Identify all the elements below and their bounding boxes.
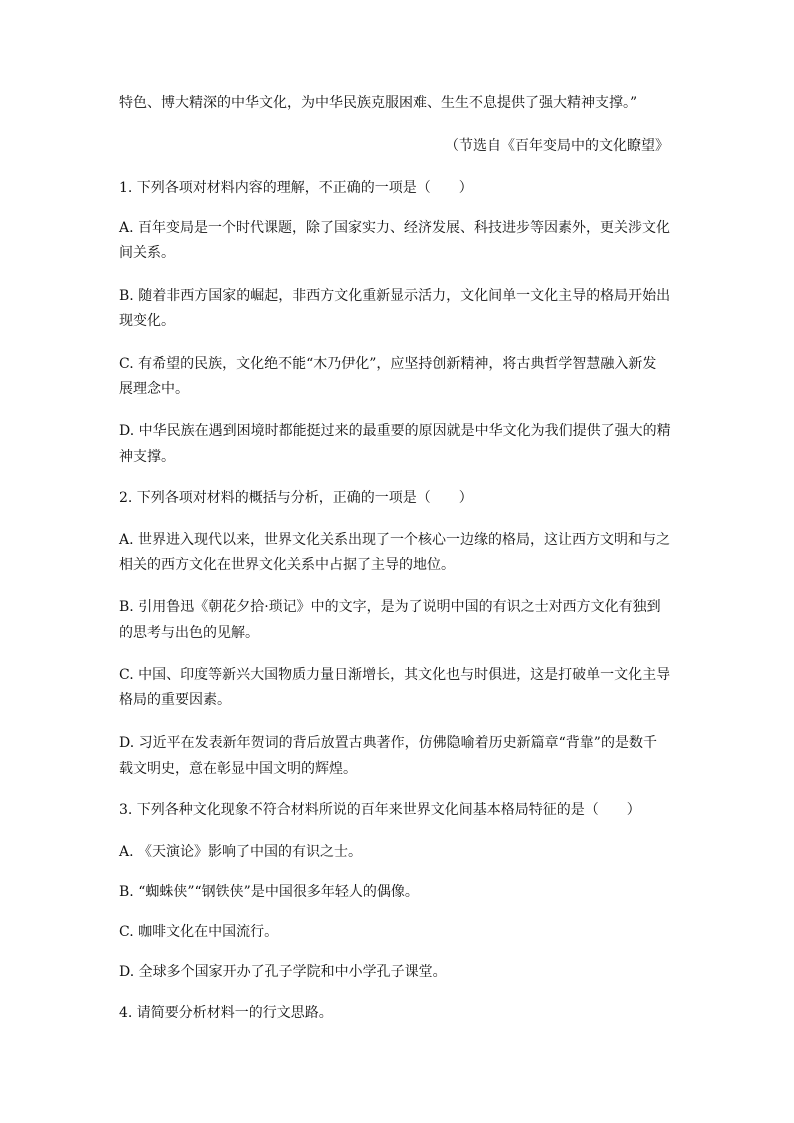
question-2-option-c-line-1: C. 中国、印度等新兴大国物质力量日渐增长，其文化也与时俱进，这是打破单一文化主导 (119, 667, 671, 683)
question-1-stem: 1. 下列各项对材料内容的理解，不正确的一项是（ ） (119, 180, 473, 196)
question-1-option-d-line-1: D. 中华民族在遇到困境时都能挺过来的最重要的原因就是中华文化为我们提供了强大的精 (119, 423, 671, 439)
question-3-option-d: D. 全球多个国家开办了孔子学院和中小学孔子课堂。 (119, 964, 447, 980)
question-3-option-a: A. 《天演论》影响了中国的有识之士。 (119, 844, 363, 860)
source-citation: （节选自《百年变局中的文化瞭望》 (445, 138, 669, 154)
question-2-option-d-line-1: D. 习近平在发表新年贺词的背后放置古典著作，仿佛隐喻着历史新篇章“背靠”的是数千 (119, 735, 657, 751)
question-3-stem: 3. 下列各种文化现象不符合材料所说的百年来世界文化间基本格局特征的是（ ） (119, 802, 641, 818)
question-2-option-a-line-2: 相关的西方文化在世界文化关系中占据了主导的地位。 (119, 557, 455, 573)
question-1-option-b-line-2: 现变化。 (119, 313, 175, 329)
question-1-option-a-line-2: 间关系。 (119, 245, 175, 261)
question-1-option-a-line-1: A. 百年变局是一个时代课题，除了国家实力、经济发展、科技进步等因素外，更关涉文化 (119, 220, 671, 236)
question-1-option-c-line-2: 展理念中。 (119, 381, 189, 397)
question-3-option-b: B. “蜘蛛侠”“钢铁侠”是中国很多年轻人的偶像。 (119, 884, 419, 900)
question-2-option-d-line-2: 载文明史，意在彰显中国文明的辉煌。 (119, 761, 357, 777)
question-1-option-d-line-2: 神支撑。 (119, 449, 175, 465)
question-1-option-c-line-1: C. 有希望的民族，文化绝不能“木乃伊化”，应坚持创新精神，将古典哲学智慧融入新发 (119, 356, 657, 372)
question-4-stem: 4. 请简要分析材料一的行文思路。 (119, 1005, 333, 1021)
question-2-option-c-line-2: 格局的重要因素。 (119, 692, 231, 708)
question-2-stem: 2. 下列各项对材料的概括与分析，正确的一项是（ ） (119, 490, 473, 506)
question-3-option-c: C. 咖啡文化在中国流行。 (119, 924, 279, 940)
question-1-option-b-line-1: B. 随着非西方国家的崛起，非西方文化重新显示活力，文化间单一文化主导的格局开始出 (119, 288, 671, 304)
intro-tail-line: 特色、博大精深的中华文化，为中华民族克服困难、生生不息提供了强大精神支撑。” (119, 95, 638, 111)
question-2-option-b-line-1: B. 引用鲁迅《朝花夕拾·琐记》中的文字，是为了说明中国的有识之士对西方文化有独到 (119, 599, 661, 615)
question-2-option-b-line-2: 的思考与出色的见解。 (119, 625, 259, 641)
question-2-option-a-line-1: A. 世界进入现代以来，世界文化关系出现了一个核心一边缘的格局，这让西方文明和与之 (119, 532, 671, 548)
